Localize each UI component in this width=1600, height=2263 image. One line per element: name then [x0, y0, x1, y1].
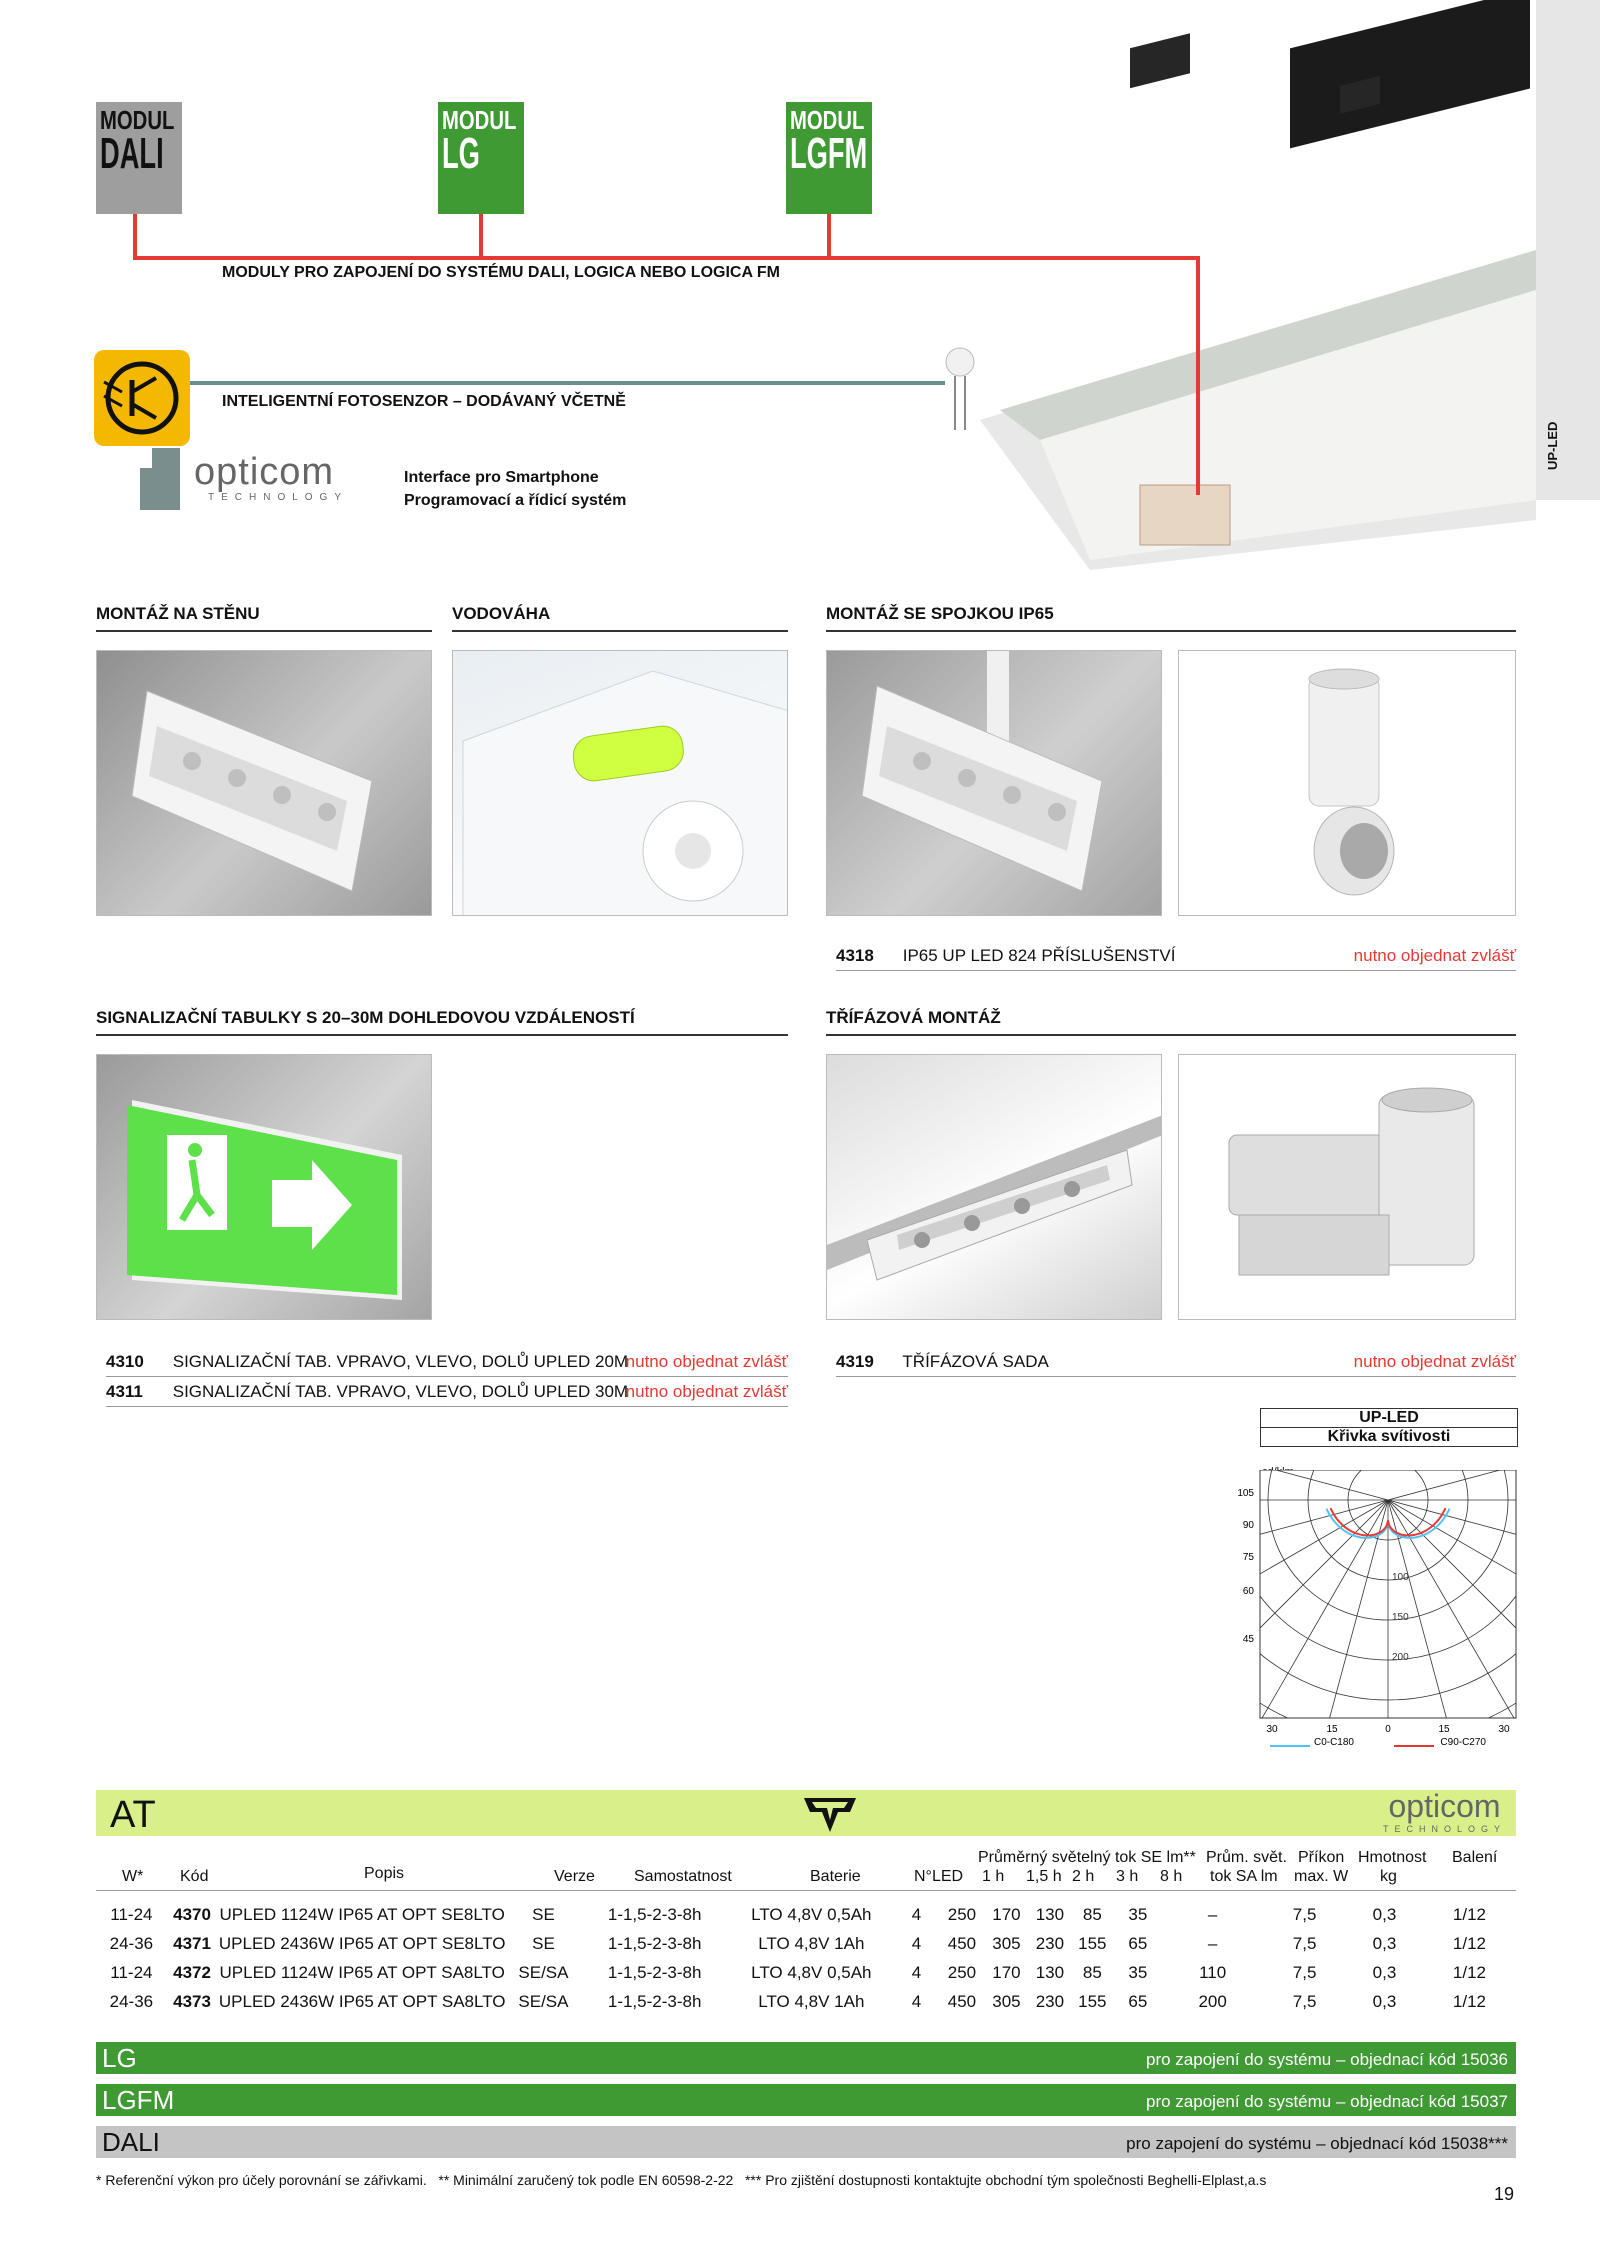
- polar-angle-label: 90: [1242, 1520, 1254, 1531]
- polar-bottom-label: 30: [1266, 1724, 1278, 1735]
- cell-prikon: 7,5: [1292, 1991, 1317, 2011]
- legend-c0-c180: C0-C180: [1313, 1737, 1354, 1748]
- cell-verze: SE/SA: [518, 1962, 569, 1982]
- col-verze: Verze: [554, 1868, 595, 1885]
- cell-popis: UPLED 1124W IP65 AT OPT SE8LTO: [219, 1904, 505, 1924]
- cell-flux-8h: 35: [1128, 1904, 1148, 1924]
- section-signs: SIGNALIZAČNÍ TABULKY S 20–30M DOHLEDOVOU VZDÁLENOSTÍ: [96, 1008, 788, 1036]
- beghelli-logo-icon: [800, 1794, 860, 1834]
- cell-nled: 4: [911, 1962, 922, 1982]
- opticom-sub: TECHNOLOGY: [208, 492, 349, 503]
- module-dali: MODUL DALI: [96, 102, 182, 214]
- cell-w: 11-24: [110, 1962, 153, 1982]
- cell-flux-sa: 110: [1199, 1962, 1227, 1982]
- cell-baleni: 1/12: [1452, 1991, 1486, 2011]
- system-bar-dali: DALI pro zapojení do systému – objednací kód 15038***: [96, 2126, 1516, 2158]
- col-b: Balení: [1452, 1849, 1498, 1866]
- polar-title: UP-LED Křivka svítivosti: [1260, 1408, 1518, 1447]
- cell-flux-1h: 450: [947, 1991, 977, 2011]
- modules-caption: MODULY PRO ZAPOJENÍ DO SYSTÉMU DALI, LOGICA NEBO LOGICA FM: [222, 264, 780, 281]
- table-row: [96, 1958, 1516, 1987]
- module-lg: MODUL LG: [438, 102, 524, 214]
- col-flux-2h: 2 h: [1072, 1868, 1095, 1885]
- photosensor-icon: [94, 350, 190, 446]
- legend-c90-c270: C90-C270: [1440, 1737, 1486, 1748]
- col-p1: Příkon: [1298, 1849, 1345, 1866]
- cell-kod: 4373: [173, 1991, 211, 2011]
- cell-flux-15h: 305: [992, 1933, 1021, 1953]
- col-samostatnost: Samostatnost: [634, 1868, 732, 1885]
- at-brand: opticom TECHNOLOGY: [1382, 1788, 1506, 1834]
- cell-flux-2h: 230: [1035, 1933, 1065, 1953]
- cell-samostatnost: 1-1,5-2-3-8h: [607, 1904, 702, 1924]
- cell-verze: SE: [532, 1904, 555, 1924]
- cell-hmotnost: 0,3: [1372, 1904, 1397, 1924]
- cell-flux-2h: 230: [1035, 1991, 1065, 2011]
- polar-angle-label: 75: [1242, 1552, 1254, 1563]
- polar-angle-label: 105: [1237, 1488, 1254, 1499]
- photo-threephase-mount: [826, 1054, 1162, 1320]
- table-row: [96, 1929, 1516, 1958]
- cell-baleni: 1/12: [1452, 1962, 1486, 1982]
- cell-flux-sa: –: [1207, 1904, 1218, 1924]
- section-ip65: MONTÁŽ SE SPOJKOU IP65: [826, 604, 1516, 632]
- col-w: W*: [122, 1868, 144, 1885]
- cell-w: 11-24: [110, 1904, 153, 1924]
- cell-flux-2h: 130: [1035, 1904, 1065, 1924]
- cell-samostatnost: 1-1,5-2-3-8h: [607, 1991, 702, 2011]
- cell-flux-3h: 85: [1082, 1962, 1102, 1982]
- cell-prikon: 7,5: [1292, 1904, 1317, 1924]
- col-popis: Popis: [364, 1865, 405, 1882]
- section-level: VODOVÁHA: [452, 604, 788, 632]
- cell-verze: SE: [532, 1933, 555, 1953]
- cell-flux-3h: 155: [1078, 1991, 1107, 2011]
- cell-flux-15h: 305: [992, 1991, 1021, 2011]
- accessory-row-4318: 4318 IP65 UP LED 824 PŘÍSLUŠENSTVÍ nutno objednat zvlášť: [836, 942, 1516, 971]
- cell-popis: UPLED 2436W IP65 AT OPT SE8LTO: [218, 1933, 506, 1953]
- col-kod: Kód: [180, 1868, 209, 1885]
- cell-flux-3h: 85: [1082, 1904, 1102, 1924]
- cell-baterie: LTO 4,8V 0,5Ah: [751, 1904, 872, 1924]
- photo-ip65-connector: [1178, 650, 1516, 916]
- cell-baleni: 1/12: [1452, 1904, 1486, 1924]
- polar-angle-label: 60: [1242, 1586, 1254, 1597]
- polar-radial-label: 200: [1392, 1652, 1409, 1663]
- polar-radial-label: 100: [1392, 1572, 1409, 1583]
- polar-radial-label: 150: [1392, 1612, 1409, 1623]
- sensor-caption: INTELIGENTNÍ FOTOSENZOR – DODÁVANÝ VČETNĚ: [222, 393, 626, 410]
- system-bar-lg: LG pro zapojení do systému – objednací kód 15036: [96, 2042, 1516, 2074]
- table-row: [96, 1987, 1516, 2016]
- pcb-board-illustration: [946, 0, 1536, 570]
- cell-flux-8h: 65: [1128, 1991, 1148, 2011]
- polar-bottom-label: 15: [1326, 1724, 1338, 1735]
- cell-baterie: LTO 4,8V 0,5Ah: [751, 1962, 872, 1982]
- col-m1: Hmotnost: [1358, 1849, 1427, 1866]
- system-bar-lgfm: LGFM pro zapojení do systému – objednací kód 15037: [96, 2084, 1516, 2116]
- cell-flux-sa: 200: [1198, 1991, 1227, 2011]
- spec-table: [96, 1900, 1516, 2016]
- opticom-description: Interface pro Smartphone Programovací a řídicí systém: [404, 469, 627, 509]
- cell-w: 24-36: [109, 1933, 154, 1953]
- cell-nled: 4: [911, 1904, 922, 1924]
- cell-baterie: LTO 4,8V 1Ah: [758, 1991, 865, 2011]
- photo-exit-sign: [96, 1054, 432, 1320]
- table-divider: [96, 1890, 1516, 1891]
- side-label: UP-LED: [1545, 421, 1560, 470]
- accessory-row-4311: 4311 SIGNALIZAČNÍ TAB. VPRAVO, VLEVO, DOLŮ UPLED 30M nutno objednat zvlášť: [106, 1378, 788, 1407]
- cell-w: 24-36: [109, 1991, 154, 2011]
- cell-flux-8h: 65: [1128, 1933, 1148, 1953]
- cell-flux-15h: 170: [992, 1962, 1021, 1982]
- col-flux-15h: 1,5 h: [1026, 1868, 1062, 1885]
- cell-flux-1h: 250: [947, 1962, 977, 1982]
- cell-flux-2h: 130: [1035, 1962, 1065, 1982]
- table-row: [96, 1900, 1516, 1929]
- col-flux-8h: 8 h: [1160, 1868, 1183, 1885]
- opticom-logo-text: [194, 452, 348, 503]
- accessory-row-4319: 4319 TŘÍFÁZOVÁ SADA nutno objednat zvlášť: [836, 1348, 1516, 1377]
- photo-ip65-mount: [826, 650, 1162, 916]
- accessory-row-4310: 4310 SIGNALIZAČNÍ TAB. VPRAVO, VLEVO, DOLŮ UPLED 20M nutno objednat zvlášť: [106, 1348, 788, 1377]
- cell-verze: SE/SA: [518, 1991, 569, 2011]
- footnote: * Referenční výkon pro účely porovnání se zářivkami. ** Minimální zaručený tok podle EN 60598-2-22 *** Pro zjištění dostupnosti kontaktujte obchodní tým společnosti Beghelli-Elplast,a.s: [96, 2172, 1267, 2188]
- col-m2: kg: [1380, 1868, 1397, 1885]
- col-flux-3h: 3 h: [1116, 1868, 1139, 1885]
- cell-hmotnost: 0,3: [1372, 1991, 1397, 2011]
- cell-popis: UPLED 2436W IP65 AT OPT SA8LTO: [218, 1991, 506, 2011]
- col-flux: Průměrný světelný tok SE lm**: [978, 1849, 1196, 1866]
- luminous-intensity-chart: [1210, 1470, 1520, 1760]
- cell-nled: 4: [911, 1991, 922, 2011]
- cell-popis: UPLED 1124W IP65 AT OPT SA8LTO: [219, 1962, 505, 1982]
- cell-hmotnost: 0,3: [1372, 1962, 1397, 1982]
- at-label: AT: [110, 1794, 156, 1836]
- at-bar: [96, 1790, 1516, 1836]
- section-threephase: TŘÍFÁZOVÁ MONTÁŽ: [826, 1008, 1516, 1036]
- col-nled: N°LED: [914, 1868, 964, 1885]
- polar-angle-label: 45: [1242, 1634, 1254, 1645]
- polar-bottom-label: 15: [1438, 1724, 1450, 1735]
- col-baterie: Baterie: [810, 1868, 861, 1885]
- cell-flux-1h: 450: [947, 1933, 977, 1953]
- cell-kod: 4370: [173, 1904, 211, 1924]
- cell-nled: 4: [911, 1933, 922, 1953]
- module-lgfm: MODUL LGFM: [786, 102, 872, 214]
- opticom-logo-mark: [140, 448, 180, 510]
- photo-threephase-adapter: [1178, 1054, 1516, 1320]
- cell-prikon: 7,5: [1292, 1933, 1317, 1953]
- polar-bottom-label: 0: [1385, 1724, 1391, 1735]
- col-sa2: tok SA lm: [1210, 1868, 1278, 1885]
- photo-spirit-level: [452, 650, 788, 916]
- cell-baleni: 1/12: [1452, 1933, 1486, 1953]
- cell-baterie: LTO 4,8V 1Ah: [758, 1933, 865, 1953]
- cell-kod: 4371: [173, 1933, 211, 1953]
- col-p2: max. W: [1294, 1868, 1349, 1885]
- cell-prikon: 7,5: [1292, 1962, 1317, 1982]
- polar-bottom-label: 30: [1498, 1724, 1510, 1735]
- page-number: 19: [1494, 2184, 1515, 2204]
- cell-kod: 4372: [173, 1962, 211, 1982]
- photo-wall-mount: [96, 650, 432, 916]
- cell-flux-3h: 155: [1078, 1933, 1107, 1953]
- cell-flux-sa: –: [1207, 1933, 1218, 1953]
- col-flux-1h: 1 h: [982, 1868, 1005, 1885]
- opticom-name: opticom: [194, 451, 335, 493]
- cell-samostatnost: 1-1,5-2-3-8h: [607, 1933, 702, 1953]
- table-header: [96, 1848, 1516, 1888]
- cell-samostatnost: 1-1,5-2-3-8h: [607, 1962, 702, 1982]
- cell-flux-1h: 250: [947, 1904, 977, 1924]
- cell-flux-8h: 35: [1128, 1962, 1148, 1982]
- cell-flux-15h: 170: [992, 1904, 1021, 1924]
- cell-hmotnost: 0,3: [1372, 1933, 1397, 1953]
- col-sa1: Prům. svět.: [1206, 1849, 1287, 1866]
- section-wall: MONTÁŽ NA STĚNU: [96, 604, 432, 632]
